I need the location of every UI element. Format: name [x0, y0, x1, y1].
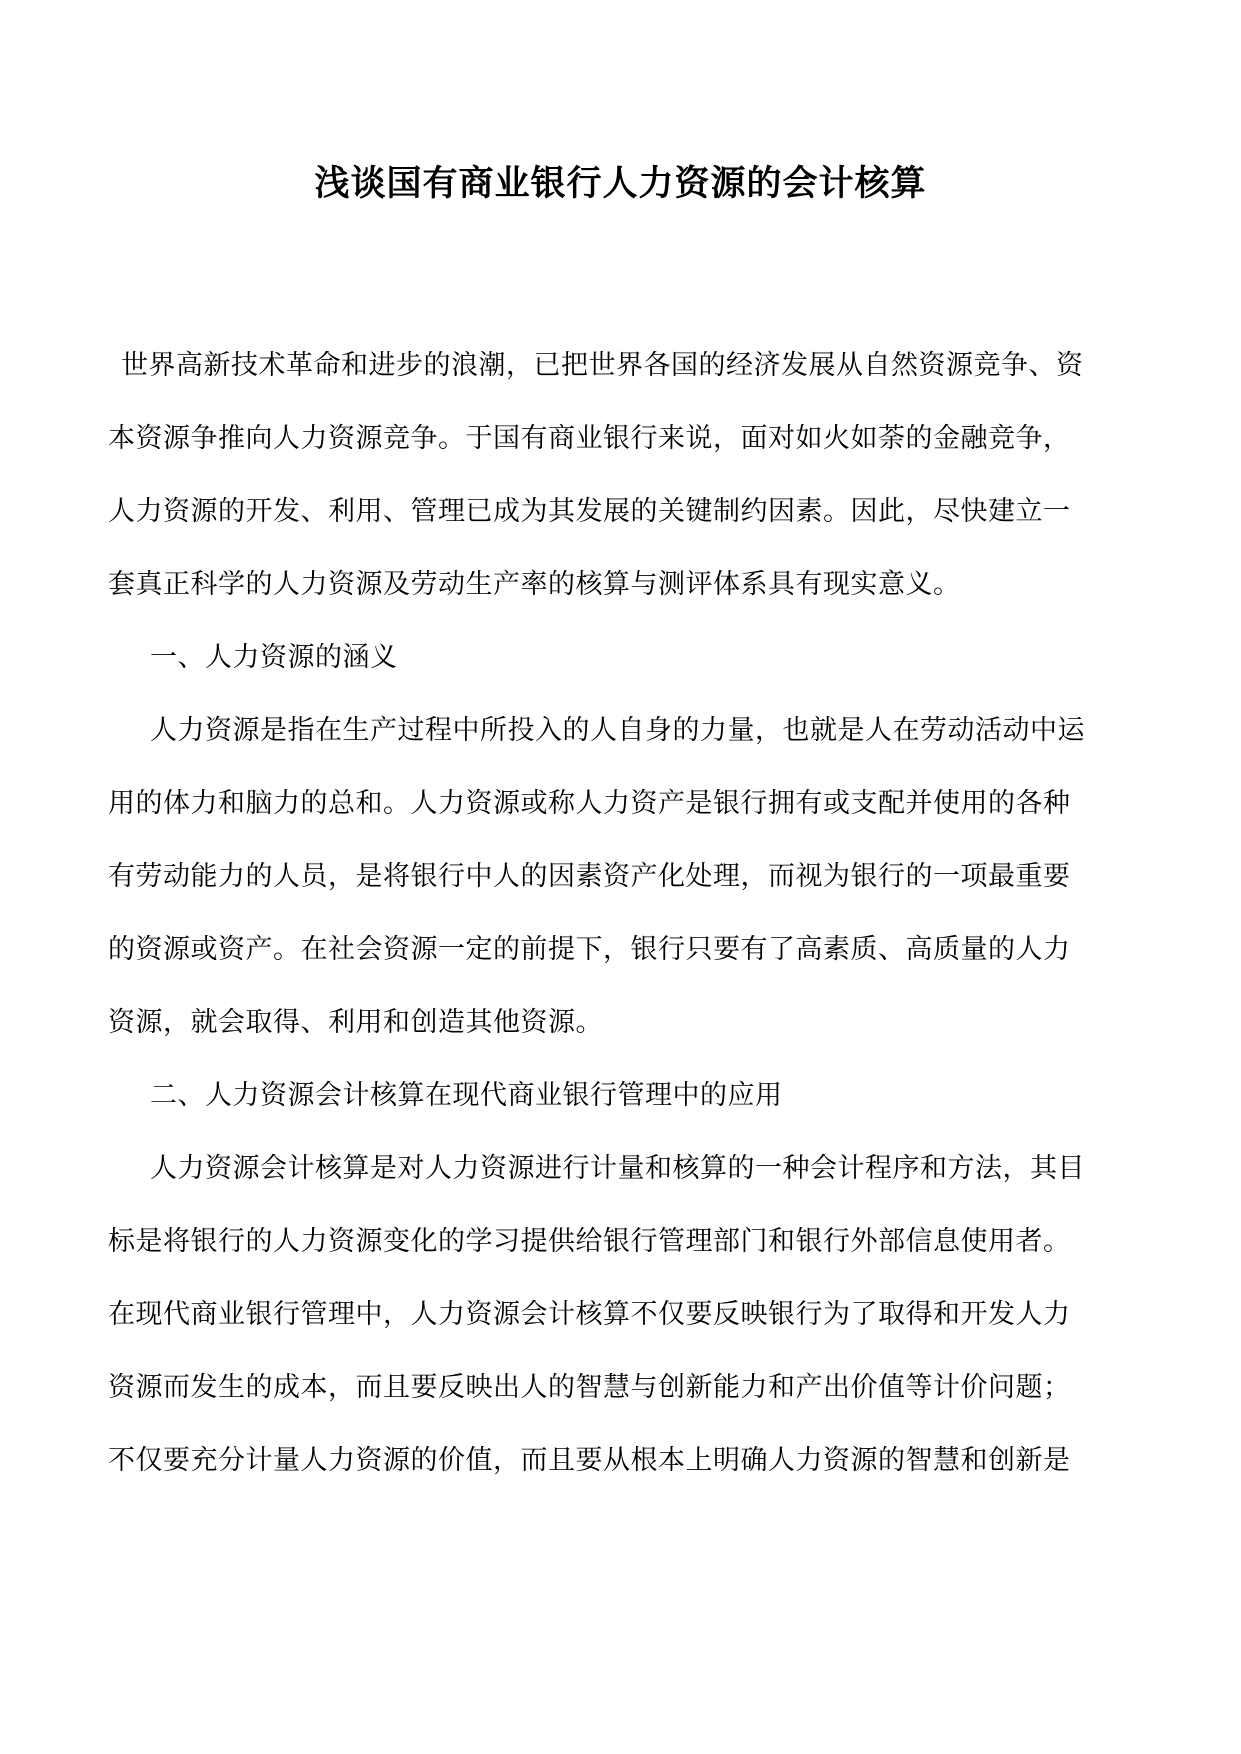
document-title: 浅谈国有商业银行人力资源的会计核算 [314, 164, 927, 204]
section-heading: 一、人力资源的涵义 [150, 642, 398, 673]
paragraph-line: 在现代商业银行管理中，人力资源会计核算不仅要反映银行为了取得和开发人力 [108, 1299, 1071, 1330]
paragraph-line: 资源而发生的成本，而且要反映出人的智慧与创新能力和产出价值等计价问题； [108, 1372, 1071, 1403]
paragraph-line: 标是将银行的人力资源变化的学习提供给银行管理部门和银行外部信息使用者。 [108, 1226, 1071, 1257]
paragraph-line: 不仅要充分计量人力资源的价值，而且要从根本上明确人力资源的智慧和创新是 [108, 1445, 1071, 1476]
paragraph-line: 人力资源会计核算是对人力资源进行计量和核算的一种会计程序和方法，其目 [150, 1153, 1085, 1184]
section-heading: 二、人力资源会计核算在现代商业银行管理中的应用 [150, 1080, 783, 1111]
paragraph-line: 人力资源的开发、利用、管理已成为其发展的关键制约因素。因此，尽快建立一 [108, 496, 1071, 527]
paragraph-line: 人力资源是指在生产过程中所投入的人自身的力量，也就是人在劳动活动中运 [150, 715, 1085, 746]
paragraph-line: 世界高新技术革命和进步的浪潮，已把世界各国的经济发展从自然资源竞争、资 [121, 350, 1084, 381]
paragraph-line: 本资源争推向人力资源竞争。于国有商业银行来说，面对如火如荼的金融竞争， [108, 423, 1071, 454]
paragraph-line: 有劳动能力的人员，是将银行中人的因素资产化处理，而视为银行的一项最重要 [108, 861, 1071, 892]
paragraph-line: 用的体力和脑力的总和。人力资源或称人力资产是银行拥有或支配并使用的各种 [108, 788, 1071, 819]
paragraph-line: 的资源或资产。在社会资源一定的前提下，银行只要有了高素质、高质量的人力 [108, 934, 1071, 965]
paragraph-line: 资源，就会取得、利用和创造其他资源。 [108, 1007, 603, 1038]
paragraph-line: 套真正科学的人力资源及劳动生产率的核算与测评体系具有现实意义。 [108, 569, 961, 600]
